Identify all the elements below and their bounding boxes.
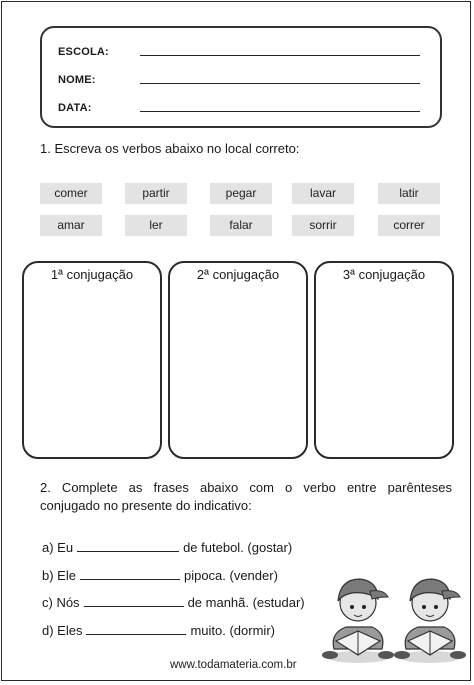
sentence-b-start: b) Ele	[42, 568, 76, 583]
data-row	[58, 96, 420, 116]
sentence-d-blank[interactable]	[86, 622, 186, 635]
escola-row	[58, 40, 420, 60]
student-info-box	[40, 26, 442, 128]
first-conjugation-box[interactable]	[22, 261, 162, 459]
verb-chip: ler	[125, 215, 187, 236]
verb-chip: partir	[125, 183, 187, 204]
verb-chip: latir	[378, 183, 440, 204]
escola-line[interactable]	[140, 55, 420, 56]
verb-chip: sorrir	[292, 215, 354, 236]
sentence-d-start: d) Eles	[42, 623, 83, 638]
kid-reading-left	[322, 579, 394, 663]
sentence-a	[42, 539, 292, 555]
sentence-a-start: a) Eu	[42, 540, 74, 555]
question-2-line2: conjugado no presente do indicativo:	[40, 498, 252, 513]
sentence-a-blank[interactable]	[77, 539, 179, 552]
sentence-c-blank[interactable]	[84, 594, 184, 607]
second-conjugation-box[interactable]	[168, 261, 308, 459]
kid-reading-right	[394, 579, 466, 663]
question-1-text: 1. Escreva os verbos abaixo no local correto:	[40, 141, 300, 156]
sentence-b-blank[interactable]	[80, 567, 180, 580]
third-conjugation-title: 3ª conjugação	[342, 267, 426, 282]
sentence-c	[42, 594, 305, 610]
verb-chip: amar	[40, 215, 102, 236]
verb-chip: comer	[40, 183, 102, 204]
data-label: DATA:	[58, 102, 92, 114]
first-conjugation-title: 1ª conjugação	[50, 267, 134, 282]
nome-line[interactable]	[140, 83, 420, 84]
nome-row	[58, 68, 420, 88]
data-line[interactable]	[140, 111, 420, 112]
verb-chip: pegar	[210, 183, 272, 204]
sentence-d-end: muito. (dormir)	[190, 623, 275, 638]
kids-reading-illustration	[320, 557, 468, 667]
nome-label: NOME:	[58, 74, 96, 86]
verb-chip: falar	[210, 215, 272, 236]
verb-chip: correr	[378, 215, 440, 236]
verb-chip: lavar	[292, 183, 354, 204]
question-2-line1: 2. Complete as frases abaixo com o verbo entre parênteses	[40, 480, 452, 495]
escola-label: ESCOLA:	[58, 46, 109, 58]
sentence-b	[42, 567, 278, 583]
footer-site: www.todamateria.com.br	[170, 659, 297, 671]
worksheet-page	[1, 1, 471, 681]
sentence-b-end: pipoca. (vender)	[183, 568, 278, 583]
second-conjugation-title: 2ª conjugação	[196, 267, 280, 282]
sentence-a-end: de futebol. (gostar)	[183, 540, 293, 555]
sentence-c-end: de manhã. (estudar)	[187, 595, 305, 610]
sentence-d	[42, 622, 275, 638]
sentence-c-start: c) Nós	[42, 595, 80, 610]
third-conjugation-box[interactable]	[314, 261, 454, 459]
